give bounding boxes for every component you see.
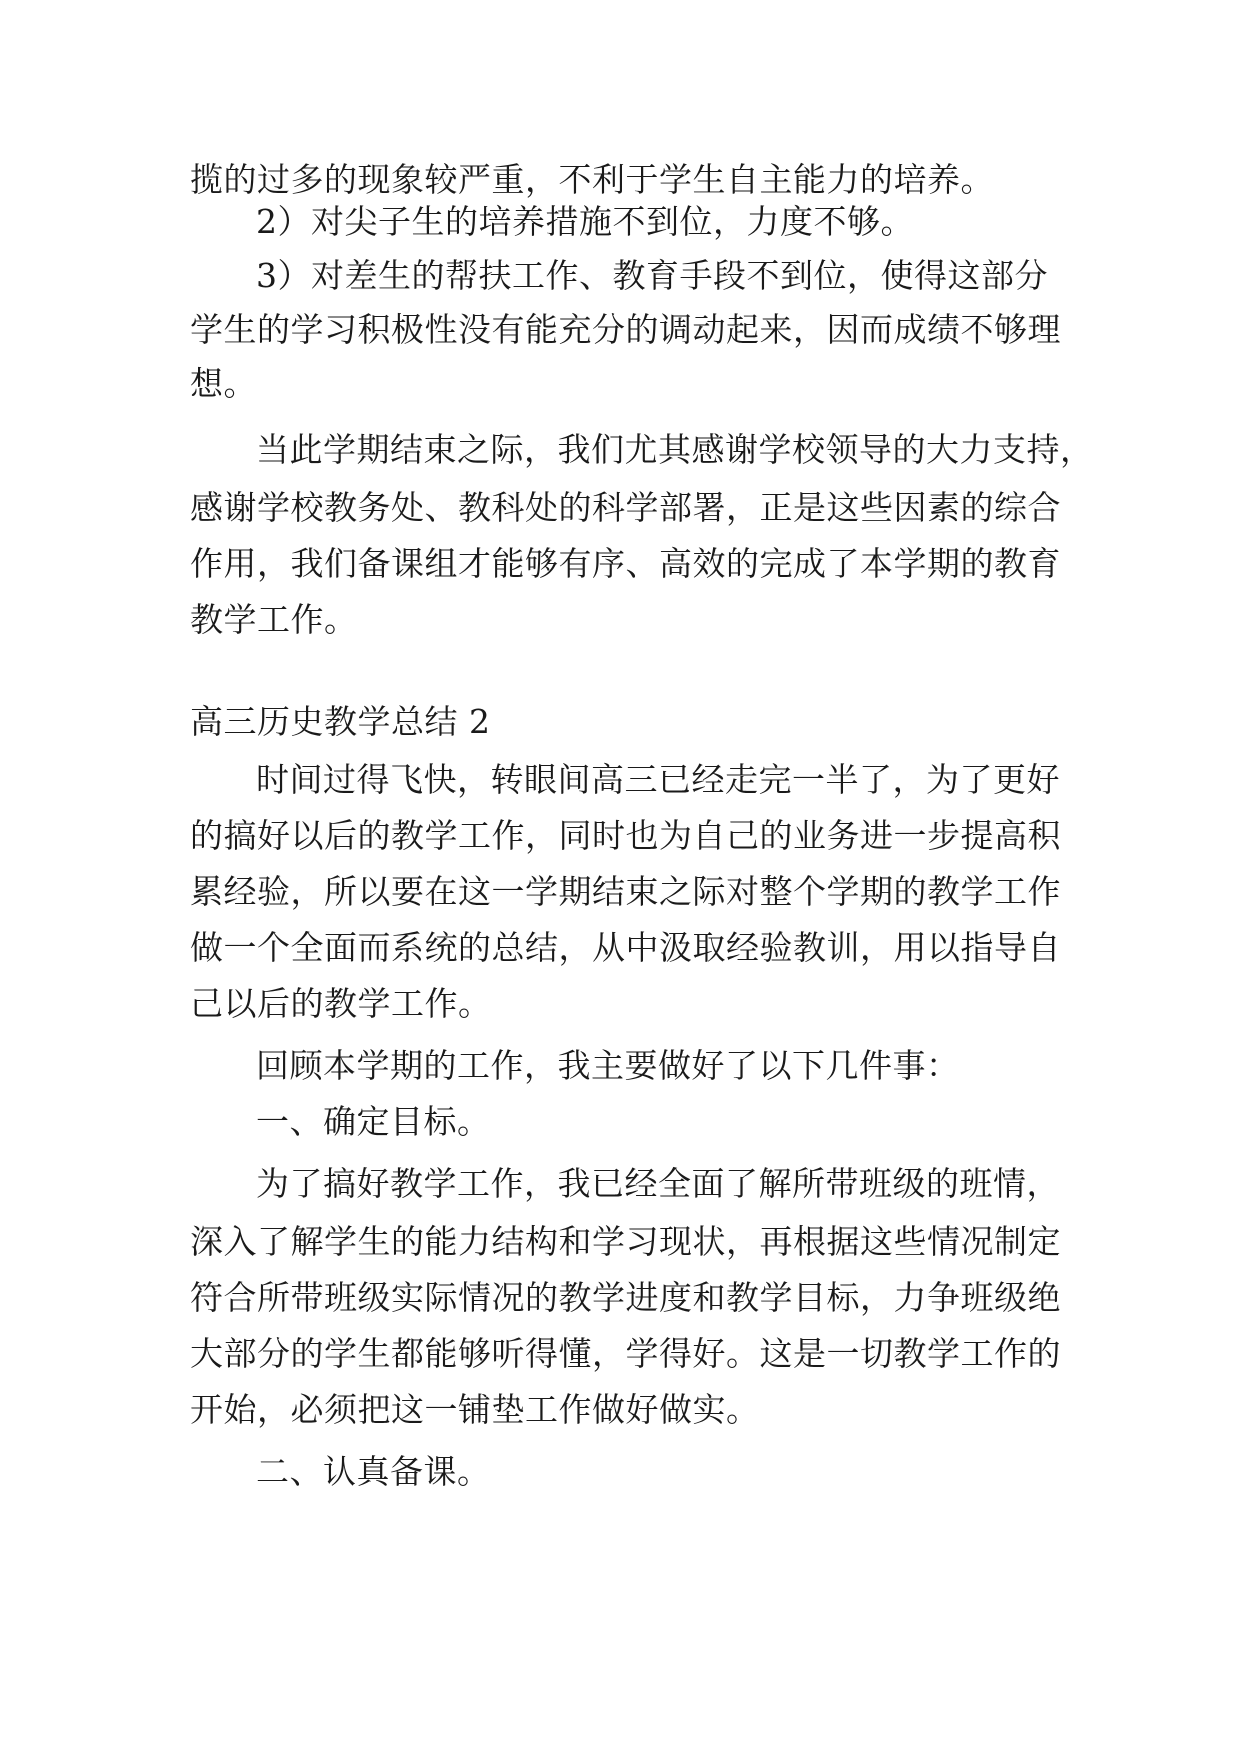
intro-line-2: 的搞好以后的教学工作，同时也为自己的业务进一步提高积 — [190, 816, 1061, 855]
section-heading: 高三历史教学总结 2 — [190, 702, 491, 741]
list-item-3-line-1: 3）对差生的帮扶工作、教育手段不到位，使得这部分 — [256, 256, 1048, 295]
intro-line-3: 累经验，所以要在这一学期结束之际对整个学期的教学工作 — [190, 872, 1061, 911]
section-2-title: 二、认真备课。 — [256, 1452, 491, 1491]
thanks-line-3: 作用，我们备课组才能够有序、高效的完成了本学期的教育 — [190, 544, 1061, 583]
section-1-body-line-3: 符合所带班级实际情况的教学进度和教学目标，力争班级绝 — [190, 1278, 1061, 1317]
thanks-line-2: 感谢学校教务处、教科处的科学部署，正是这些因素的综合 — [190, 488, 1061, 527]
paragraph-continuation-line: 揽的过多的现象较严重，不利于学生自主能力的培养。 — [190, 160, 994, 199]
section-1-body-line-5: 开始，必须把这一铺垫工作做好做实。 — [190, 1390, 760, 1429]
section-1-title: 一、确定目标。 — [256, 1102, 491, 1141]
intro-line-4: 做一个全面而系统的总结，从中汲取经验教训，用以指导自 — [190, 928, 1061, 967]
intro-line-5: 己以后的教学工作。 — [190, 984, 492, 1023]
thanks-line-1: 当此学期结束之际，我们尤其感谢学校领导的大力支持， — [256, 430, 1094, 469]
section-1-body-line-1: 为了搞好教学工作，我已经全面了解所带班级的班情， — [256, 1164, 1060, 1203]
intro-line-1: 时间过得飞快，转眼间高三已经走完一半了，为了更好 — [256, 760, 1060, 799]
section-1-body-line-4: 大部分的学生都能够听得懂，学得好。这是一切教学工作的 — [190, 1334, 1061, 1373]
list-item-2: 2）对尖子生的培养措施不到位，力度不够。 — [256, 202, 914, 241]
review-line: 回顾本学期的工作，我主要做好了以下几件事： — [256, 1046, 960, 1085]
list-item-3-line-2: 学生的学习积极性没有能充分的调动起来，因而成绩不够理 — [190, 310, 1061, 349]
list-item-3-line-3: 想。 — [190, 364, 257, 403]
section-1-body-line-2: 深入了解学生的能力结构和学习现状，再根据这些情况制定 — [190, 1222, 1061, 1261]
thanks-line-4: 教学工作。 — [190, 600, 358, 639]
